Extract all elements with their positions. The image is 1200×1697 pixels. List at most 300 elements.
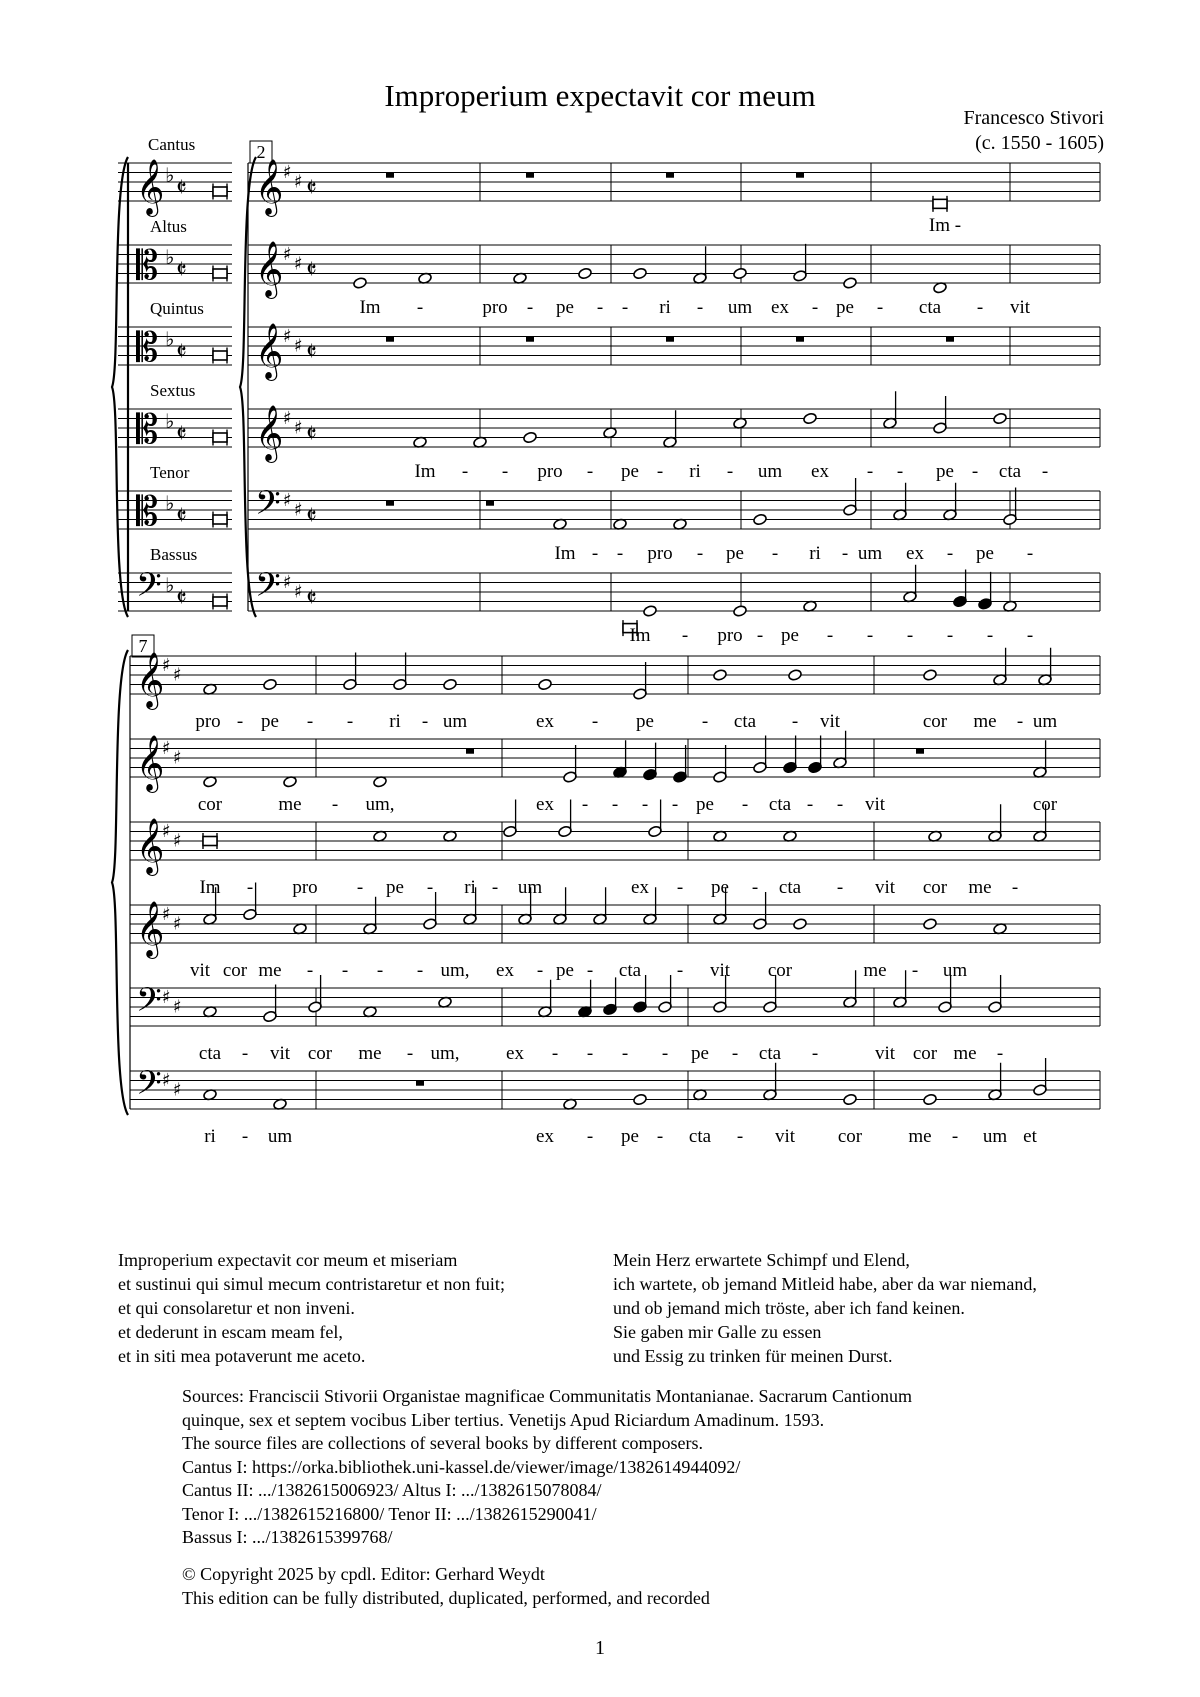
lyric-syllable: -: [596, 297, 604, 318]
note-head: [263, 678, 278, 691]
voice-label: Altus: [150, 217, 187, 236]
lyric-syllable: um,: [430, 1043, 460, 1064]
lyric-syllable: -: [726, 461, 734, 482]
lyric-syllable: cta: [618, 960, 642, 981]
lyric-syllable: -: [976, 297, 984, 318]
lyric-syllable: -: [971, 461, 979, 482]
lyric-syllable: vit: [864, 794, 886, 815]
lyric-syllable: Im: [554, 543, 576, 564]
lyric-syllable: ex: [496, 960, 514, 981]
lyric-syllable: -: [866, 461, 874, 482]
sharp-sign: ♯: [162, 904, 171, 926]
sharp-sign: ♯: [173, 664, 182, 686]
lyric-syllable: -: [416, 297, 424, 318]
lyric-syllable: pe: [696, 794, 714, 815]
latin-text: [118, 1248, 505, 1368]
lyric-syllable: et: [1023, 1126, 1037, 1147]
lyric-syllable: ex: [536, 794, 554, 815]
whole-rest: [916, 749, 924, 754]
flat-sign: ♭: [165, 409, 175, 433]
lyric-syllable: -: [826, 625, 834, 646]
lyric-syllable: -: [586, 461, 594, 482]
note-head: [353, 277, 368, 290]
cut-time-icon: 𝄵: [306, 583, 317, 612]
cut-time-icon: 𝄵: [176, 419, 187, 448]
lyric-syllable: ri: [689, 461, 701, 482]
lyric-syllable: -: [791, 711, 799, 732]
whole-rest: [666, 173, 674, 178]
lyric-syllable: vit: [874, 1043, 896, 1064]
lyric-syllable: cor: [922, 711, 948, 732]
lyric-syllable: cta: [198, 1043, 222, 1064]
measure-number: 2: [256, 142, 266, 162]
sharp-sign: ♯: [283, 244, 292, 266]
license-line: This edition can be fully distributed, duplicated, performed, and recorded: [182, 1587, 710, 1608]
lyric-syllable: pe: [636, 711, 654, 732]
alto-clef-icon: 𝄡: [136, 243, 159, 290]
lyric-syllable: Im: [199, 877, 221, 898]
lyric-syllable: me: [358, 1043, 382, 1064]
sharp-sign: ♯: [162, 1070, 171, 1092]
lyric-syllable: cta: [998, 461, 1022, 482]
lyric-syllable: -: [346, 711, 354, 732]
lyric-syllable: -: [681, 625, 689, 646]
note-head: [523, 431, 538, 444]
treble-clef-icon: 𝄞: [136, 158, 165, 215]
lyric-syllable: -: [701, 711, 709, 732]
bass-clef-icon: 𝄢: [136, 1064, 162, 1111]
lyric-syllable: -: [246, 877, 254, 898]
note-head: [578, 267, 593, 280]
voice-label: Bassus: [150, 545, 198, 564]
score-text: [132, 135, 1058, 1147]
bass-clef-icon: 𝄢: [255, 566, 281, 613]
breve-note: [203, 837, 217, 846]
lyric-syllable: -: [416, 960, 424, 981]
voice-label: Sextus: [150, 381, 196, 400]
bass-clef-icon: 𝄢: [255, 484, 281, 531]
note-head: [643, 605, 658, 618]
lyric-syllable: um: [517, 877, 543, 898]
lyric-syllable: -: [911, 960, 919, 981]
note-head: [993, 412, 1008, 425]
lyric-syllable: pe: [976, 543, 994, 564]
note-head: [443, 678, 458, 691]
lyric-syllable: -: [836, 877, 844, 898]
whole-rest: [796, 337, 804, 342]
lyric-syllable: ex: [771, 297, 789, 318]
lyric-syllable: -: [951, 1126, 959, 1147]
lyric-syllable: vit: [269, 1043, 291, 1064]
note-head: [538, 678, 553, 691]
sharp-sign: ♯: [294, 581, 303, 603]
lyric-syllable: -: [946, 625, 954, 646]
breve-note: [213, 187, 227, 196]
lyric-syllable: -: [536, 960, 544, 981]
lyric-syllable: cor: [1032, 794, 1058, 815]
sharp-sign: ♯: [283, 490, 292, 512]
lyric-syllable: -: [771, 543, 779, 564]
lyric-syllable: pe: [936, 461, 954, 482]
lyric-syllable: -: [656, 1126, 664, 1147]
page-number: 1: [595, 1637, 605, 1659]
lyric-syllable: me: [278, 794, 302, 815]
lyric-syllable: -: [946, 543, 954, 564]
lyric-syllable: -: [1016, 711, 1024, 732]
lyric-syllable: ex: [811, 461, 829, 482]
note-head: [793, 918, 808, 931]
lyric-syllable: -: [241, 1043, 249, 1064]
lyric-syllable: -: [581, 794, 589, 815]
lyric-syllable: -: [841, 543, 849, 564]
lyric-syllable: vit: [189, 960, 211, 981]
lyric-syllable: pe: [691, 1043, 709, 1064]
sharp-sign: ♯: [294, 253, 303, 275]
lyric-syllable: -: [611, 794, 619, 815]
lyric-syllable: um: [757, 461, 783, 482]
lyric-syllable: me: [258, 960, 282, 981]
sharp-sign: ♯: [162, 655, 171, 677]
latin-line: et dederunt in escam meam fel,: [118, 1322, 343, 1342]
lyric-syllable: -: [1011, 877, 1019, 898]
sources-line: The source files are collections of several books by different composers.: [182, 1433, 703, 1453]
german-line: und ob jemand mich tröste, aber ich fand keinen.: [613, 1298, 965, 1318]
lyric-syllable: um: [442, 711, 468, 732]
lyric-syllable: ex: [536, 711, 554, 732]
treble-clef-icon: 𝄞: [136, 734, 165, 791]
lyric-syllable: -: [741, 794, 749, 815]
note-head: [843, 1093, 858, 1106]
lyric-syllable: cor: [307, 1043, 333, 1064]
cut-time-icon: 𝄵: [306, 255, 317, 284]
sharp-sign: ♯: [294, 417, 303, 439]
alto-clef-icon: 𝄡: [136, 407, 159, 454]
breve-note: [213, 433, 227, 442]
sharp-sign: ♯: [162, 987, 171, 1009]
lyric-syllable: -: [756, 625, 764, 646]
composer-dates: (c. 1550 - 1605): [975, 132, 1104, 154]
lyric-syllable: -: [591, 711, 599, 732]
note-head: [923, 1093, 938, 1106]
note-head: [788, 669, 803, 682]
lyric-syllable: um: [267, 1126, 293, 1147]
lyric-syllable: -: [331, 794, 339, 815]
sharp-sign: ♯: [283, 408, 292, 430]
lyric-syllable: ri: [809, 543, 821, 564]
lyric-syllable: -: [696, 297, 704, 318]
lyric-syllable: -: [906, 625, 914, 646]
sources-block: [182, 1385, 912, 1550]
lyric-syllable: -: [551, 1043, 559, 1064]
lyric-syllable: ex: [906, 543, 924, 564]
sources-line: Sources: Franciscii Stivorii Organistae magnificae Communitatis Montanianae. Sacrarum Cantionum: [182, 1386, 913, 1406]
lyric-syllable: -: [236, 711, 244, 732]
whole-rest: [486, 501, 494, 506]
cut-time-icon: 𝄵: [176, 501, 187, 530]
lyric-syllable: cta: [768, 794, 792, 815]
lyric-syllable: pro: [292, 877, 318, 898]
lyric-syllable: pe: [386, 877, 404, 898]
whole-rest: [386, 337, 394, 342]
lyric-syllable: um,: [365, 794, 395, 815]
lyric-syllable: vit: [709, 960, 731, 981]
lyric-syllable: -: [866, 625, 874, 646]
lyric-syllable: pro: [717, 625, 743, 646]
lyric-syllable: vit: [874, 877, 896, 898]
lyric-syllable: -: [676, 960, 684, 981]
lyric-syllable: cor: [197, 794, 223, 815]
note-head: [633, 1093, 648, 1106]
sources-line: Cantus II: .../1382615006923/ Altus I: .../1382615078084/: [182, 1480, 602, 1500]
cut-time-icon: 𝄵: [176, 583, 187, 612]
lyric-syllable: um,: [440, 960, 470, 981]
latin-line: Improperium expectavit cor meum et miseriam: [118, 1250, 458, 1270]
lyric-syllable: pro: [195, 711, 221, 732]
lyric-syllable: cor: [922, 877, 948, 898]
lyric-syllable: um: [1032, 711, 1058, 732]
sharp-sign: ♯: [283, 326, 292, 348]
sources-line: Bassus I: .../1382615399768/: [182, 1527, 393, 1547]
whole-rest: [796, 173, 804, 178]
lyric-syllable: me: [863, 960, 887, 981]
lyric-syllable: ri: [204, 1126, 216, 1147]
lyric-syllable: -: [641, 794, 649, 815]
lyric-syllable: -: [1026, 543, 1034, 564]
bass-clef-icon: 𝄢: [136, 566, 162, 613]
lyric-syllable: me: [908, 1126, 932, 1147]
lyric-syllable: -: [586, 1126, 594, 1147]
lyric-syllable: me: [953, 1043, 977, 1064]
lyric-syllable: um: [982, 1126, 1008, 1147]
lyric-syllable: -: [811, 1043, 819, 1064]
treble-clef-icon: 𝄞: [136, 817, 165, 874]
lyric-syllable: cta: [688, 1126, 712, 1147]
lyric-syllable: -: [341, 960, 349, 981]
cut-time-icon: 𝄵: [176, 255, 187, 284]
lyric-syllable: me: [968, 877, 992, 898]
lyric-syllable: ri: [659, 297, 671, 318]
treble-clef-icon: 𝄞: [136, 651, 165, 708]
lyric-syllable: cta: [778, 877, 802, 898]
lyric-syllable: cor: [222, 960, 248, 981]
treble-clef-icon: 𝄞: [136, 900, 165, 957]
lyric-syllable: -: [996, 1043, 1004, 1064]
treble-clef-icon: 𝄞: [255, 404, 284, 461]
lyric-syllable: vit: [1009, 297, 1031, 318]
flat-sign: ♭: [165, 245, 175, 269]
lyric-syllable: Im: [414, 461, 436, 482]
note-head: [633, 267, 648, 280]
lyric-syllable: pe: [556, 960, 574, 981]
lyric-syllable: -: [241, 1126, 249, 1147]
sharp-sign: ♯: [294, 499, 303, 521]
lyric-syllable: -: [491, 877, 499, 898]
sharp-sign: ♯: [294, 335, 303, 357]
whole-rest: [526, 173, 534, 178]
lyric-syllable: pe: [781, 625, 799, 646]
lyric-syllable: -: [661, 1043, 669, 1064]
note-head: [753, 513, 768, 526]
lyric-syllable: pe: [556, 297, 574, 318]
flat-sign: ♭: [165, 491, 175, 515]
lyric-syllable: Im: [629, 625, 651, 646]
latin-line: et in siti mea potaverunt me aceto.: [118, 1346, 366, 1366]
cut-time-icon: 𝄵: [306, 501, 317, 530]
sharp-sign: ♯: [294, 171, 303, 193]
measure-number: 7: [138, 636, 148, 656]
composer-name: Francesco Stivori: [963, 107, 1104, 129]
note-head: [733, 605, 748, 618]
lyric-syllable: -: [876, 297, 884, 318]
lyric-syllable: pro: [482, 297, 508, 318]
treble-clef-icon: 𝄞: [255, 158, 284, 215]
cut-time-icon: 𝄵: [306, 419, 317, 448]
lyric-syllable: cta: [733, 711, 757, 732]
lyric-syllable: -: [731, 1043, 739, 1064]
lyric-syllable: -: [461, 461, 469, 482]
lyric-syllable: -: [696, 543, 704, 564]
lyric-syllable: -: [376, 960, 384, 981]
lyric-syllable: -: [1026, 625, 1034, 646]
breve-note: [933, 199, 947, 208]
lyric-syllable: -: [616, 543, 624, 564]
lyric-syllable: -: [621, 1043, 629, 1064]
lyric-syllable: -: [811, 297, 819, 318]
cut-time-icon: 𝄵: [306, 337, 317, 366]
sharp-sign: ♯: [173, 1079, 182, 1101]
alto-clef-icon: 𝄡: [136, 489, 159, 536]
flat-sign: ♭: [165, 163, 175, 187]
voice-label: Quintus: [150, 299, 204, 318]
lyric-syllable: -: [836, 794, 844, 815]
lyric-syllable: -: [586, 1043, 594, 1064]
lyric-syllable: -: [986, 625, 994, 646]
cut-time-icon: 𝄵: [306, 173, 317, 202]
lyric-syllable: -: [501, 461, 509, 482]
lyric-syllable: -: [896, 461, 904, 482]
lyric-syllable: -: [676, 877, 684, 898]
treble-clef-icon: 𝄞: [255, 240, 284, 297]
lyric-syllable: -: [306, 960, 314, 981]
lyric-syllable: cta: [758, 1043, 782, 1064]
sources-line: quinque, sex et septem vocibus Liber tertius. Venetijs Apud Riciardum Amadinum. 1593.: [182, 1409, 825, 1430]
lyric-syllable: -: [656, 461, 664, 482]
lyric-syllable: cta: [918, 297, 942, 318]
cut-time-icon: 𝄵: [176, 337, 187, 366]
lyric-syllable: pe: [711, 877, 729, 898]
note-head: [733, 267, 748, 280]
lyric-syllable: Im: [359, 297, 381, 318]
note-head: [803, 412, 818, 425]
sharp-sign: ♯: [162, 821, 171, 843]
lyric-syllable: Im -: [928, 215, 962, 236]
latin-line: et qui consolaretur et non inveni.: [118, 1298, 355, 1318]
whole-rest: [386, 173, 394, 178]
lyric-syllable: -: [671, 794, 679, 815]
whole-rest: [416, 1081, 424, 1086]
german-line: ich wartete, ob jemand Mitleid habe, aber da war niemand,: [613, 1274, 1037, 1294]
german-line: Sie gaben mir Galle zu essen: [613, 1322, 822, 1342]
lyric-syllable: -: [426, 877, 434, 898]
sharp-sign: ♯: [162, 738, 171, 760]
lyric-syllable: ri: [389, 711, 401, 732]
system-bracket: [112, 157, 128, 617]
lyric-syllable: -: [1041, 461, 1049, 482]
note-head: [713, 669, 728, 682]
sharp-sign: ♯: [173, 830, 182, 852]
lyric-syllable: -: [736, 1126, 744, 1147]
whole-rest: [526, 337, 534, 342]
sharp-sign: ♯: [283, 162, 292, 184]
lyric-syllable: -: [526, 297, 534, 318]
lyric-syllable: vit: [819, 711, 841, 732]
german-line: und Essig zu trinken für meinen Durst.: [613, 1346, 893, 1366]
voice-label: Cantus: [148, 135, 196, 154]
note-head: [843, 277, 858, 290]
whole-rest: [466, 749, 474, 754]
lyric-syllable: -: [751, 877, 759, 898]
lyric-syllable: cor: [912, 1043, 938, 1064]
lyric-syllable: ex: [506, 1043, 524, 1064]
lyric-syllable: um: [942, 960, 968, 981]
lyric-syllable: um: [857, 543, 883, 564]
lyric-syllable: -: [621, 297, 629, 318]
cut-time-icon: 𝄵: [176, 173, 187, 202]
page-title: Improperium expectavit cor meum: [384, 78, 816, 113]
bass-clef-icon: 𝄢: [136, 981, 162, 1028]
lyric-syllable: -: [306, 711, 314, 732]
note-head: [923, 669, 938, 682]
breve-note: [213, 269, 227, 278]
flat-sign: ♭: [165, 327, 175, 351]
lyric-syllable: ri: [464, 877, 476, 898]
sources-line: Tenor I: .../1382615216800/ Tenor II: .../1382615290041/: [182, 1503, 597, 1524]
sharp-sign: ♯: [283, 572, 292, 594]
whole-rest: [386, 501, 394, 506]
sharp-sign: ♯: [173, 747, 182, 769]
lyric-syllable: -: [421, 711, 429, 732]
lyric-syllable: pro: [537, 461, 563, 482]
lyric-syllable: vit: [774, 1126, 796, 1147]
voice-label: Tenor: [150, 463, 190, 482]
lyric-syllable: pe: [621, 1126, 639, 1147]
breve-note: [213, 515, 227, 524]
copyright-line: © Copyright 2025 by cpdl. Editor: Gerhard Weydt: [182, 1564, 545, 1584]
system-bracket: [112, 650, 128, 1115]
lyric-syllable: -: [591, 543, 599, 564]
german-line: Mein Herz erwartete Schimpf und Elend,: [613, 1250, 910, 1270]
lyric-syllable: ex: [631, 877, 649, 898]
german-translation: [613, 1248, 1037, 1368]
sharp-sign: ♯: [173, 996, 182, 1018]
sharp-sign: ♯: [173, 913, 182, 935]
lyric-syllable: cor: [767, 960, 793, 981]
alto-clef-icon: 𝄡: [136, 325, 159, 372]
breve-note: [213, 597, 227, 606]
lyric-syllable: ex: [536, 1126, 554, 1147]
lyric-syllable: pro: [647, 543, 673, 564]
lyric-syllable: me: [973, 711, 997, 732]
note-head: [923, 918, 938, 931]
sources-line: Cantus I: https://orka.bibliothek.uni-kassel.de/viewer/image/1382614944092/: [182, 1456, 741, 1477]
lyric-syllable: pe: [726, 543, 744, 564]
whole-rest: [666, 337, 674, 342]
lyric-syllable: -: [806, 794, 814, 815]
lyric-syllable: pe: [836, 297, 854, 318]
latin-line: et sustinui qui simul mecum contristaretur et non fuit;: [118, 1274, 505, 1294]
breve-note: [213, 351, 227, 360]
copyright-block: [182, 1563, 710, 1610]
